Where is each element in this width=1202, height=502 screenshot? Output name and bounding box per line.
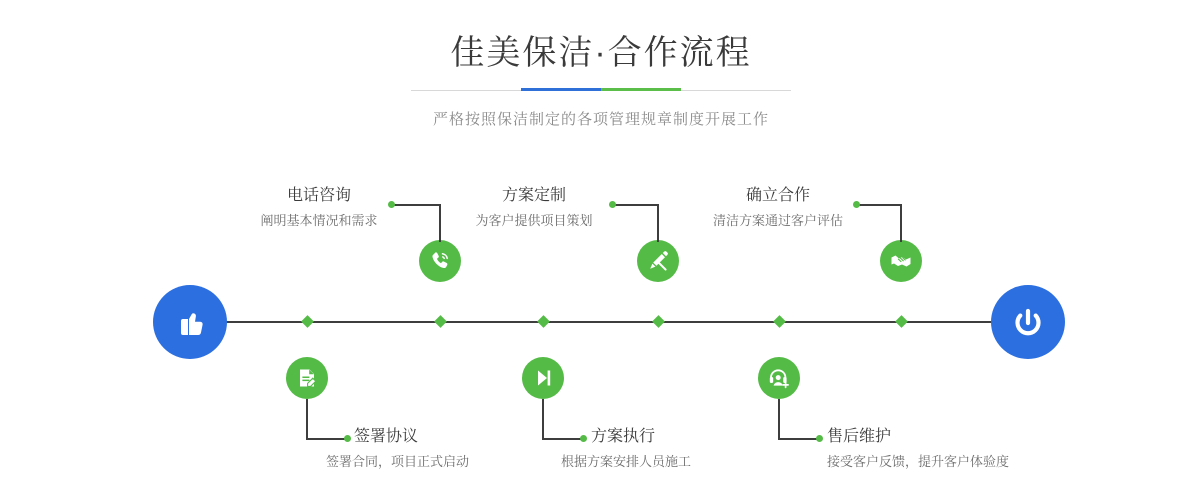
step-4-connector-vertical [542,399,544,439]
step-2-desc: 签署合同，项目正式启动 [326,454,470,469]
step-4-icon-node [522,357,564,399]
step-4-desc: 根据方案安排人员施工 [561,454,692,469]
step-5-icon-node [880,240,922,282]
step-6-axis-marker [773,315,786,328]
step-1-label-dot [388,201,395,208]
title-divider [411,86,791,96]
start-endpoint [153,285,227,359]
step-1-desc: 阐明基本情况和需求 [260,213,378,228]
step-1-connector-vertical [439,204,441,242]
step-1-axis-marker [434,315,447,328]
step-2-label [326,427,470,471]
step-5-desc: 清洁方案通过客户评估 [712,213,843,228]
step-5-axis-marker [895,315,908,328]
step-2-axis-marker [301,315,314,328]
step-1-title: 电话咨询 [286,187,351,204]
phone-call-icon [428,249,452,273]
step-2-connector-horizontal [306,438,346,440]
power-icon [1008,302,1048,342]
page-title: 佳美保洁·合作流程 [450,34,752,72]
step-3-connector-horizontal [614,204,659,206]
step-5-label-dot [853,201,860,208]
divider-accent-green [601,88,681,91]
step-5-title: 确立合作 [745,187,810,204]
step-1-connector-horizontal [393,204,441,206]
step-6-title: 售后维护 [827,428,892,445]
step-3-label [462,186,606,230]
step-6-desc: 接受客户反馈，提升客户体验度 [827,454,1010,469]
step-5-label [706,186,850,230]
step-4-title: 方案执行 [591,428,656,445]
divider-accent-blue [521,88,601,91]
step-3-icon-node [637,240,679,282]
step-5-connector-vertical [900,204,902,242]
step-4-connector-horizontal [542,438,582,440]
step-4-label [561,427,692,471]
step-4-label-dot [580,435,587,442]
handshake-icon [889,249,913,273]
pencil-ruler-icon [646,249,670,273]
step-3-connector-vertical [657,204,659,242]
header [0,30,1202,129]
step-3-title: 方案定制 [501,187,566,204]
step-6-connector-horizontal [778,438,818,440]
step-6-connector-vertical [778,399,780,439]
step-2-connector-vertical [306,399,308,439]
step-5-connector-horizontal [858,204,902,206]
customer-service-icon [767,366,791,390]
step-3-desc: 为客户提供项目策划 [475,213,593,228]
end-endpoint [991,285,1065,359]
step-2-label-dot [344,435,351,442]
step-3-label-dot [609,201,616,208]
step-4-axis-marker [537,315,550,328]
step-2-title: 签署协议 [354,428,419,445]
step-6-label [827,427,1009,471]
thumbs-up-icon [170,302,210,342]
step-2-icon-node [286,357,328,399]
step-6-icon-node [758,357,800,399]
document-edit-icon [295,366,319,390]
step-3-axis-marker [652,315,665,328]
play-forward-icon [531,366,555,390]
page-subtitle: 严格按照保洁制定的各项管理规章制度开展工作 [432,111,769,128]
step-1-icon-node [419,240,461,282]
step-6-label-dot [816,435,823,442]
step-1-label [253,186,385,230]
